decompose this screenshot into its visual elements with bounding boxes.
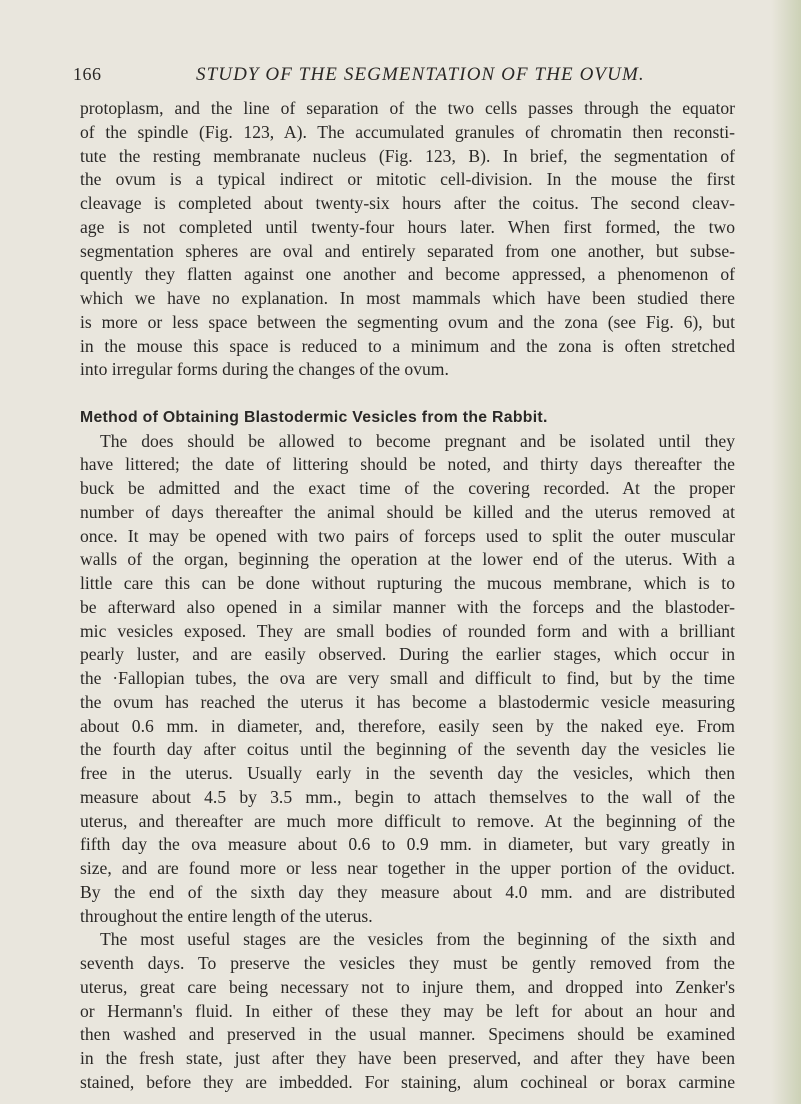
text-line: about 0.6 mm. in diameter, and, therefore, easily seen by the naked eye. From bbox=[80, 715, 735, 736]
text-line: the ovum has reached the uterus it has become a blastodermic vesicle measuring bbox=[80, 691, 735, 712]
text-line: of the spindle (Fig. 123, A). The accumulated granules of chromatin then reconsti- bbox=[80, 121, 735, 142]
text-line: little care this can be done without rupturing the mucous membrane, which is to bbox=[80, 573, 735, 593]
text-line: number of days thereafter the animal should be killed and the uterus removed at bbox=[80, 501, 735, 522]
body-text bbox=[80, 97, 735, 1095]
text-line: seventh days. To preserve the vesicles they must be gently removed from the bbox=[80, 953, 735, 973]
text-line: cleavage is completed about twenty-six hours after the coitus. The second cleav- bbox=[80, 193, 735, 213]
paragraph-method bbox=[80, 430, 735, 929]
text-line: The does should be allowed to become pregnant and be isolated until they bbox=[100, 430, 735, 451]
paragraph-stages bbox=[80, 928, 735, 1094]
text-line: then washed and preserved in the usual manner. Specimens should be examined bbox=[80, 1024, 735, 1045]
text-line: The most useful stages are the vesicles from the beginning of the sixth and bbox=[100, 929, 735, 950]
text-line: which we have no explanation. In most mammals which have been studied there bbox=[80, 288, 735, 308]
text-line: in the mouse this space is reduced to a minimum and the zona is often stretched bbox=[80, 335, 735, 356]
text-line: once. It may be opened with two pairs of forceps used to split the outer muscular bbox=[80, 525, 735, 546]
text-line: the fourth day after coitus until the beginning of the seventh day the vesicles lie bbox=[80, 739, 735, 760]
text-line: the ovum is a typical indirect or mitotic cell-division. In the mouse the first bbox=[80, 169, 735, 190]
text-line: in the fresh state, just after they have been preserved, and after they have been bbox=[80, 1048, 735, 1068]
text-line: quently they flatten against one another and become appressed, a phenomenon of bbox=[80, 264, 735, 285]
text-line: uterus, great care being necessary not to injure them, and dropped into Zenker's bbox=[80, 976, 735, 997]
page-header bbox=[73, 64, 733, 88]
text-line: into irregular forms during the changes of the ovum. bbox=[80, 359, 449, 380]
text-line: fifth day the ova measure about 0.6 to 0.9 mm. in diameter, but vary greatly in bbox=[80, 834, 735, 855]
text-line: tute the resting membranate nucleus (Fig. 123, B). In brief, the segmentation of bbox=[80, 145, 735, 166]
text-line: walls of the organ, beginning the operation at the lower end of the uterus. With a bbox=[80, 549, 735, 570]
text-line: stained, before they are imbedded. For staining, alum cochineal or borax carmine bbox=[80, 1071, 735, 1092]
text-line: or Hermann's fluid. In either of these they may be left for about an hour and bbox=[80, 1000, 735, 1021]
text-line: is more or less space between the segmenting ovum and the zona (see Fig. 6), but bbox=[80, 311, 735, 332]
text-line: have littered; the date of littering should be noted, and thirty days thereafter the bbox=[80, 454, 735, 475]
text-line: free in the uterus. Usually early in the seventh day the vesicles, which then bbox=[80, 763, 735, 783]
text-line: throughout the entire length of the uterus. bbox=[80, 905, 373, 926]
running-title: STUDY OF THE SEGMENTATION OF THE OVUM. bbox=[196, 64, 645, 85]
text-line: size, and are found more or less near together in the upper portion of the oviduct. bbox=[80, 858, 735, 878]
section-heading: Method of Obtaining Blastodermic Vesicles from the Rabbit. bbox=[80, 408, 548, 426]
page-number: 166 bbox=[73, 64, 102, 84]
paragraph-continuation bbox=[80, 97, 735, 382]
text-line: the ·Fallopian tubes, the ova are very small and difficult to find, but by the time bbox=[80, 668, 735, 688]
text-line: segmentation spheres are oval and entirely separated from one another, but subse- bbox=[80, 240, 735, 261]
text-line: age is not completed until twenty-four hours later. When first formed, the two bbox=[80, 216, 735, 237]
text-line: uterus, and thereafter are much more difficult to remove. At the beginning of the bbox=[80, 810, 735, 831]
text-line: buck be admitted and the exact time of the covering recorded. At the proper bbox=[80, 478, 735, 498]
text-line: measure about 4.5 by 3.5 mm., begin to attach themselves to the wall of the bbox=[80, 786, 735, 807]
text-line: mic vesicles exposed. They are small bodies of rounded form and with a brilliant bbox=[80, 620, 735, 641]
text-line: protoplasm, and the line of separation of the two cells passes through the equator bbox=[80, 98, 735, 118]
text-line: be afterward also opened in a similar manner with the forceps and the blastoder- bbox=[80, 596, 735, 617]
text-line: pearly luster, and are easily observed. During the earlier stages, which occur in bbox=[80, 644, 735, 665]
page-edge-shading bbox=[771, 0, 801, 1104]
text-line: By the end of the sixth day they measure about 4.0 mm. and are distributed bbox=[80, 881, 735, 902]
